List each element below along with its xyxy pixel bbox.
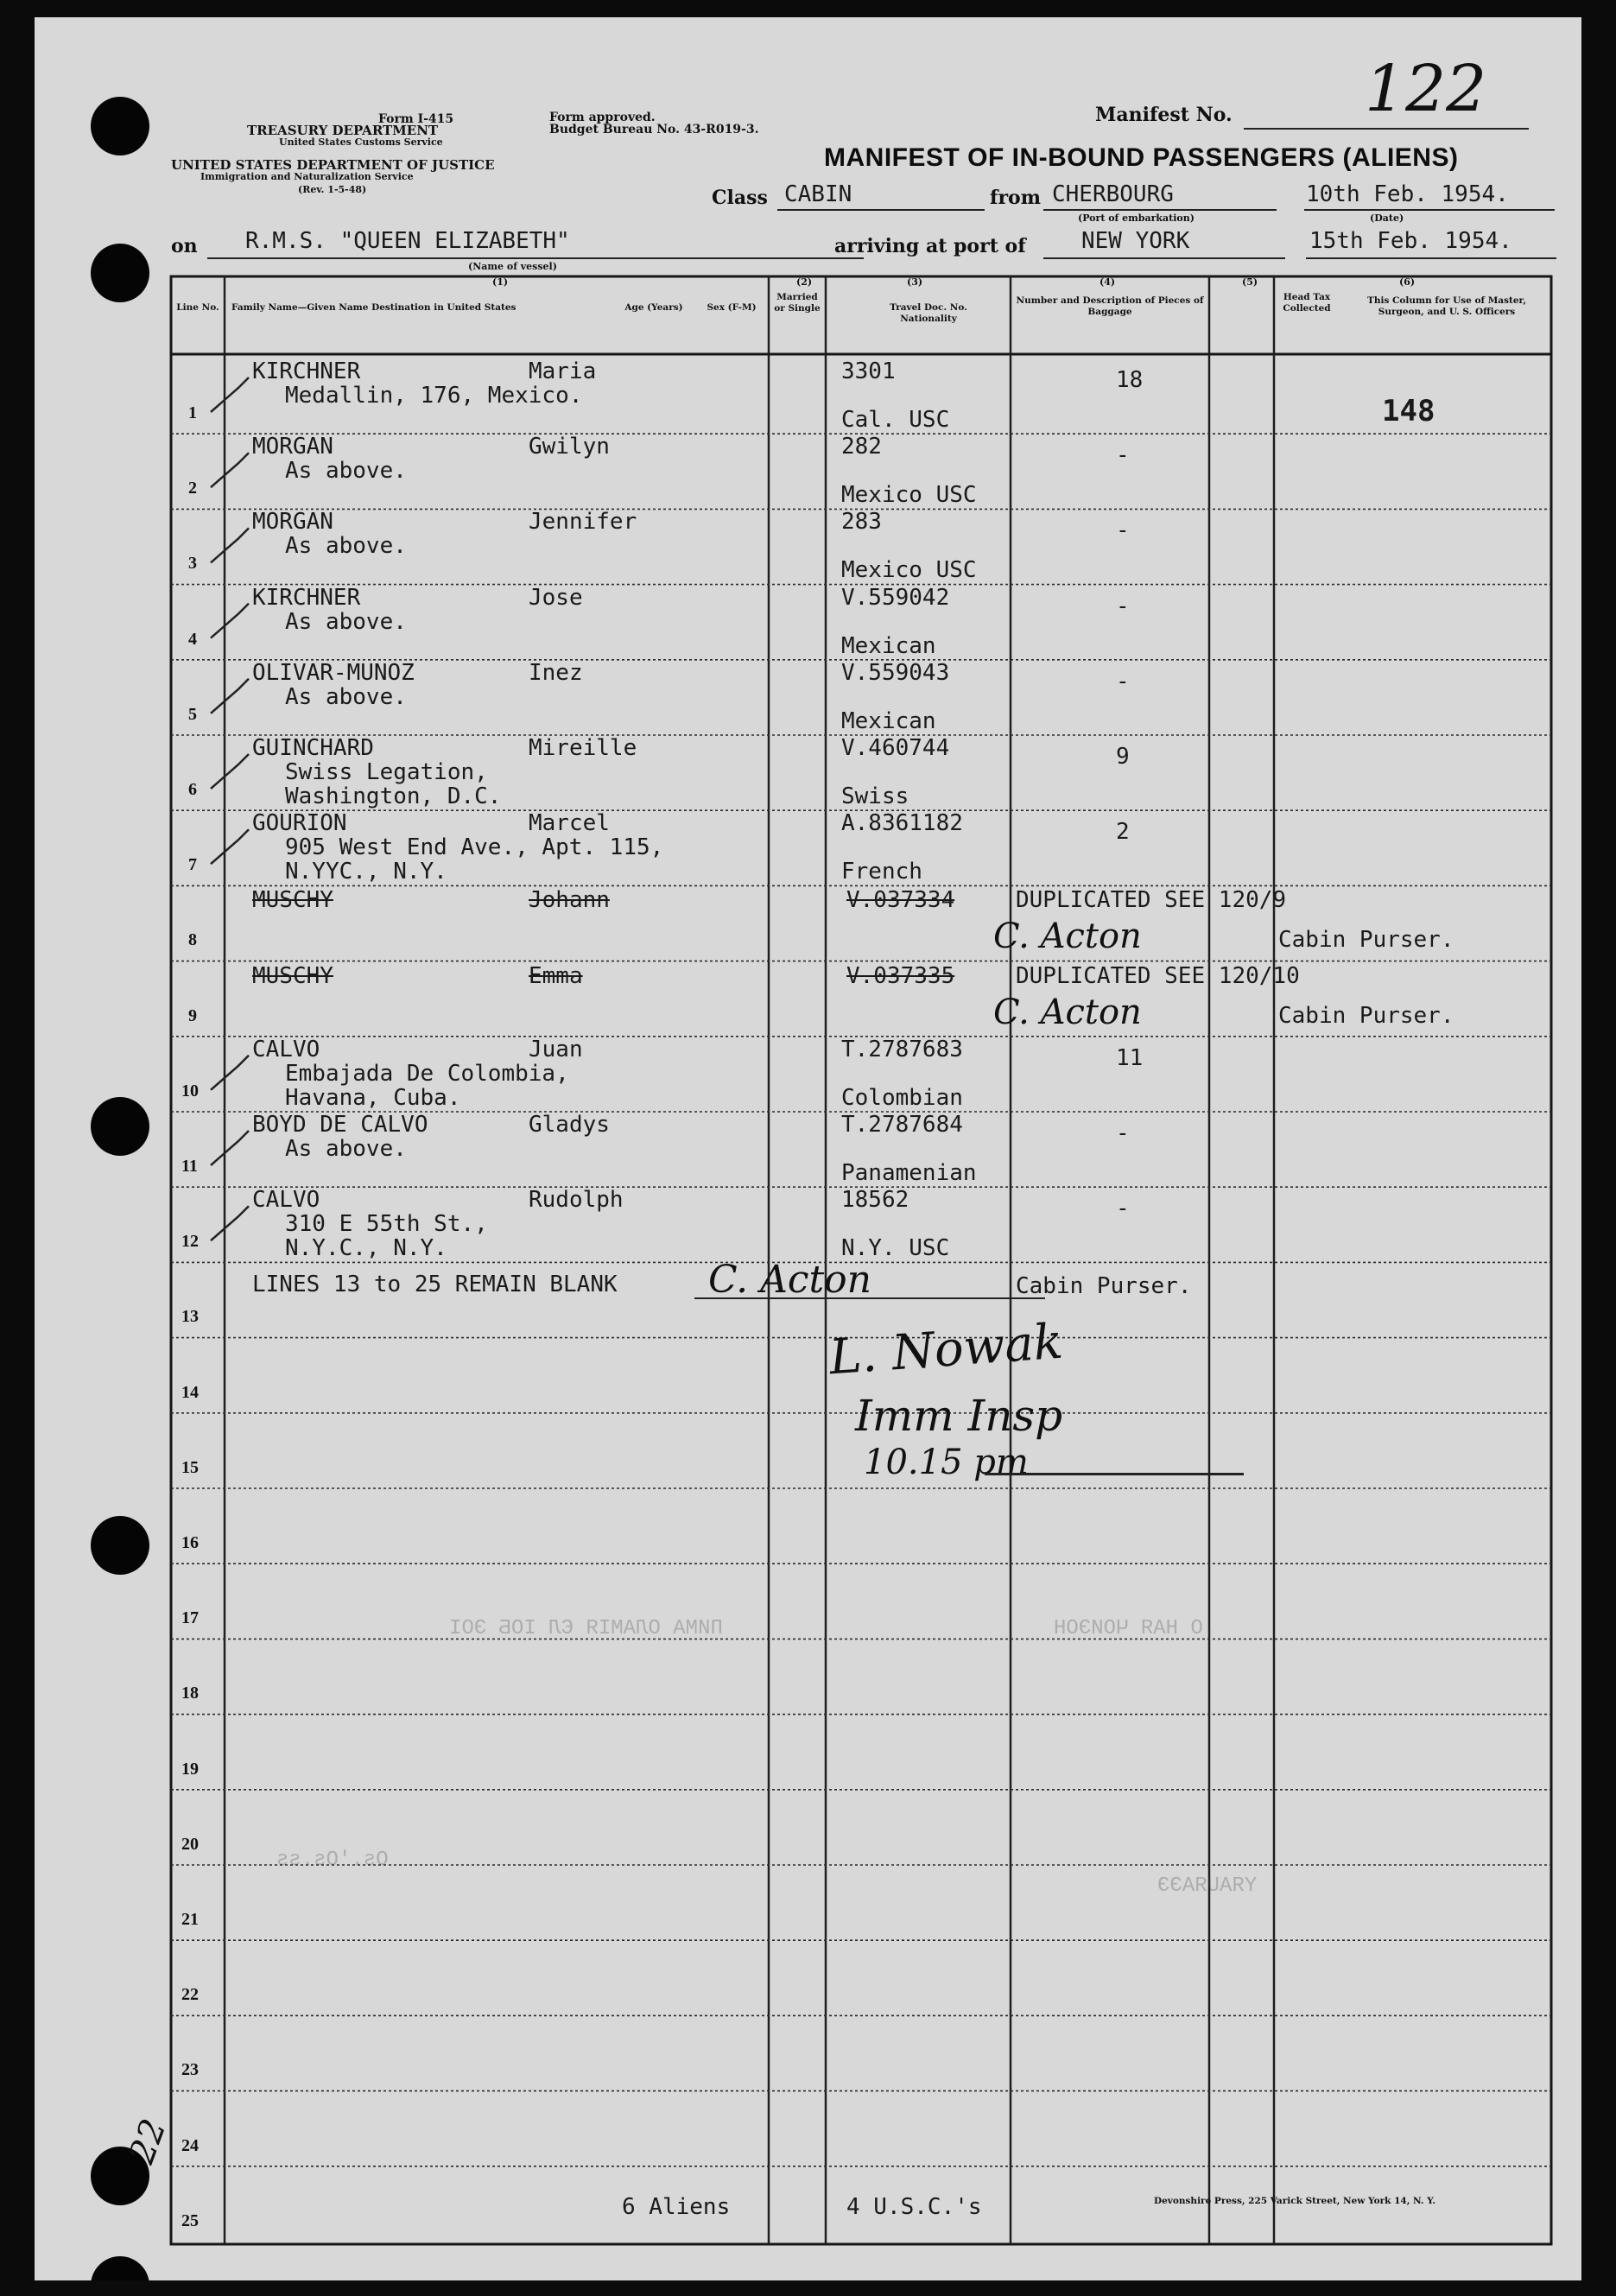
entry-family-name: CALVO [252, 1187, 320, 1214]
entry-family-name: MORGAN [252, 434, 333, 460]
line-number: 11 [181, 1157, 198, 1176]
entry-destination: 905 West End Ave., Apt. 115, [285, 834, 664, 861]
line-number: 9 [188, 1005, 197, 1025]
entry-travel-doc: 18562 [841, 1187, 909, 1214]
entry-nationality: Mexican [841, 707, 936, 734]
ins-service: Immigration and Naturalization Service [200, 171, 414, 182]
entry-destination: As above. [285, 458, 407, 485]
entry-baggage: 2 [1116, 819, 1130, 846]
line-number: 13 [181, 1307, 199, 1327]
entry-travel-doc: A.8361182 [841, 810, 963, 837]
manifest-number: 122 [1365, 52, 1487, 126]
entry-destination: N.Y.C., N.Y. [285, 1235, 447, 1262]
line-number: 4 [188, 629, 197, 649]
entry-nationality: Panamenian [841, 1160, 977, 1186]
entry-destination: As above. [285, 1136, 407, 1162]
line-number: 21 [181, 1910, 199, 1929]
justice-dept: UNITED STATES DEPARTMENT OF JUSTICE [171, 157, 495, 173]
line-number: 14 [181, 1382, 199, 1402]
entry-given-name: Jose [529, 584, 583, 611]
treasury-dept: TREASURY DEPARTMENT [247, 123, 439, 138]
budget-bureau: Budget Bureau No. 43-R019-3. [549, 123, 759, 136]
entry-destination: N.YYC., N.Y. [285, 859, 447, 885]
entry-purser-role: Cabin Purser. [1278, 927, 1454, 954]
col-number-1: (1) [492, 276, 509, 288]
line-number: 17 [181, 1608, 199, 1628]
entry-given-name: Juan [529, 1036, 583, 1062]
form-number: Form I-415 [378, 112, 454, 126]
header-travel-doc: Travel Doc. No. Nationality [890, 302, 967, 324]
entry-nationality: Colombian [841, 1084, 963, 1111]
entry-travel-doc: V.559043 [841, 659, 950, 686]
form-revision: (Rev. 1-5-48) [298, 184, 367, 195]
entry-family-name: MUSCHY [252, 962, 333, 989]
entry-travel-doc: T.2787684 [841, 1112, 963, 1138]
header-sex: Sex (F-M) [707, 302, 757, 313]
entry-nationality: Mexico USC [841, 482, 977, 509]
line-number: 15 [181, 1457, 199, 1477]
inspector-title: Imm Insp [855, 1391, 1063, 1441]
entry-given-name: Jennifer [529, 509, 637, 536]
inspector-signature: L. Nowak [827, 1313, 1065, 1386]
entry-given-name: Marcel [529, 810, 610, 837]
blank-note-role: Cabin Purser. [1016, 1273, 1192, 1299]
entry-family-name: KIRCHNER [252, 584, 361, 611]
line-number: 24 [181, 2135, 199, 2155]
margin-mark: 22 [122, 2114, 174, 2169]
entry-destination: As above. [285, 533, 407, 560]
printer-imprint: Devonshire Press, 225 Varick Street, New York 14, N. Y. [1154, 2196, 1436, 2206]
vessel-name: R.M.S. "QUEEN ELIZABETH" [245, 228, 570, 254]
on-label: on [171, 235, 198, 257]
entry-baggage: 9 [1116, 744, 1130, 770]
entry-travel-doc: 3301 [841, 358, 896, 384]
entry-destination: 310 E 55th St., [285, 1211, 488, 1238]
manifest-no-label: Manifest No. [1095, 104, 1233, 126]
header-baggage: Number and Description of Pieces of Baggage [1016, 295, 1204, 317]
entry-family-name: CALVO [252, 1036, 320, 1062]
arriving-label: arriving at port of [834, 235, 1026, 257]
inspection-time: 10.15 pm [864, 1443, 1029, 1482]
arrival-date: 15th Feb. 1954. [1309, 228, 1512, 254]
entry-baggage: 11 [1116, 1044, 1144, 1071]
line-number: 19 [181, 1759, 199, 1779]
entry-nationality: N.Y. USC [841, 1235, 950, 1262]
header-line-no: Line No. [176, 302, 219, 313]
header-head-tax: Head Tax Collected [1283, 292, 1331, 314]
line-number: 2 [188, 479, 197, 498]
entry-nationality: Swiss [841, 783, 909, 809]
purser-signature: C. Acton [708, 1258, 871, 1302]
blank-lines-note: LINES 13 to 25 REMAIN BLANK [252, 1272, 618, 1297]
entry-given-name: Emma [529, 962, 583, 989]
entry-nationality: Mexican [841, 632, 936, 659]
entry-travel-doc: 283 [841, 509, 882, 536]
manifest-sheet: Form I-415 TREASURY DEPARTMENT United States Customs Service UNITED STATES DEPARTMENT OF JUSTICE Immigration and Naturalization Service (Rev. 1-5-48) Form approved. Budget Bureau No. 43-R019-3. Manifest No. 122 MANIFEST OF IN-BOUND PASSENGERS (ALIENS) Class CABIN from CHERBOURG (Port of embarkation) 10th Feb. 1954. (Date) on R.M.S. "QUEEN ELIZABETH" (Name of vessel) arriving at port of NEW YORK 15th Feb. 1954. (1) (2) (3) (4) (5) (6) Line No. Family Name—Given Name Destination in United States Age (Years) Sex (F-M) Married or Single Travel Doc. No. Nationality Number and Description of Pieces of Baggage Head Tax Collected This Column for Use of Master, Surgeon, and U. S. Officers 1 2 3 4 5 6 7 8 9 10 11 12 13 14 15 16 17 18 19 20 21 22 23 24 25 KIRCHNER Maria Medallin, 176, Mexico. 3301 Cal. USC 18 MORGAN Gwilyn As above. 282 Mexico USC - MORGAN Jennifer As above. 283 Mexico USC - KIRCHNER Jose As above. V.559042 Mexican - OLIVAR-MUNOZ Inez As above. V.559043 Mexican - GUINCHARD Mireille Swiss Legation, Washington, D.C. V.460744 Swiss 9 GOURION Marcel 905 West End Ave., Apt. 115, N.YYC., N.Y. A.8361182 French 2 MUSCHY Johann V.037334 DUPLICATED SEE 120/9 C. Acton Cabin Purser. MUSCHY Emma V.037335 DUPLICATED SEE 120/10 C. Acton Cabin Purser. CALVO Juan Embajada De Colombia, Havana, Cuba. T.2787683 Colombian 11 BOYD DE CALVO Gladys As above. T.2787684 Panamenian - CALVO Rudolph 310 E 55th St., N.Y.C., N.Y. 18562 N.Y. USC - 148 LINES 13 to 25 REMAIN BLANK C. Acton Cabin Purser. L. Nowak Imm Insp 10.15 pm ПИМА ОЛАМІЯ ЄЛ ІОБ ЭОІ .О НАЯ ЧОИЭОН Оѕ.'Оѕ.ѕѕ ҮЯАUЯАЭЭ 6 Aliens 4 U.S.C.'s Devonshire Press, 225 Varick Street, New York 14, N. Y. 22 [35, 17, 1581, 2280]
col-number-3: (3) [907, 276, 923, 288]
line-number: 25 [181, 2210, 199, 2230]
entry-given-name: Maria [529, 358, 597, 384]
entry-given-name: Gladys [529, 1112, 610, 1138]
line-number: 20 [181, 1834, 199, 1854]
form-approved: Form approved. [549, 111, 656, 124]
line-number: 5 [188, 704, 197, 724]
entry-destination: Medallin, 176, Mexico. [285, 383, 583, 409]
col-number-4: (4) [1100, 276, 1116, 288]
line-number: 3 [188, 554, 197, 574]
entry-family-name: MUSCHY [252, 887, 333, 914]
line-number: 8 [188, 930, 197, 950]
total-aliens: 6 Aliens [622, 2194, 731, 2220]
entry-destination: As above. [285, 608, 407, 635]
entry-family-name: GUINCHARD [252, 735, 374, 761]
header-age: Age (Years) [624, 302, 683, 313]
entry-baggage: - [1116, 593, 1130, 619]
col-number-5: (5) [1242, 276, 1258, 288]
entry-family-name: OLIVAR-MUNOZ [252, 659, 415, 686]
customs-service: United States Customs Service [279, 136, 443, 148]
entry-destination: As above. [285, 683, 407, 710]
entry-baggage: - [1116, 517, 1130, 544]
entry-baggage: - [1116, 442, 1130, 469]
manifest-title: MANIFEST OF IN-BOUND PASSENGERS (ALIENS) [824, 143, 1459, 172]
entry-nationality: French [841, 859, 922, 885]
line-number: 6 [188, 780, 197, 799]
entry-travel-doc: V.037335 [846, 962, 955, 989]
entry-destination: Embajada De Colombia, [285, 1060, 569, 1087]
entry-baggage: - [1116, 668, 1130, 695]
entry-destination: Havana, Cuba. [285, 1084, 461, 1111]
line-number: 16 [181, 1533, 199, 1552]
embarkation-port: CHERBOURG [1052, 181, 1174, 207]
entry-family-name: BOYD DE CALVO [252, 1112, 428, 1138]
line-number: 7 [188, 855, 197, 875]
entry-travel-doc: V.559042 [841, 584, 950, 611]
entry-family-name: MORGAN [252, 509, 333, 536]
date-caption: (Date) [1370, 212, 1404, 224]
entry-given-name: Gwilyn [529, 434, 610, 460]
entry-purser-role: Cabin Purser. [1278, 1002, 1454, 1029]
entry-duplicate-note: DUPLICATED SEE 120/9 [1016, 887, 1287, 914]
entry-nationality: Mexico USC [841, 557, 977, 584]
class-label: Class [712, 187, 768, 209]
col-number-2: (2) [796, 276, 813, 288]
header-married: Married or Single [774, 292, 821, 314]
entry-baggage: 18 [1116, 367, 1144, 393]
officer-count: 148 [1382, 394, 1435, 428]
class-value: CABIN [784, 181, 852, 207]
entry-destination: Swiss Legation, [285, 759, 488, 785]
line-number: 1 [188, 403, 197, 422]
line-number: 22 [181, 1985, 199, 2005]
check-marks [35, 17, 1581, 2280]
entry-travel-doc: 282 [841, 434, 882, 460]
entry-given-name: Inez [529, 659, 583, 686]
embarkation-date: 10th Feb. 1954. [1306, 181, 1509, 207]
header-name: Family Name—Given Name Destination in United States [231, 302, 516, 313]
entry-nationality: Cal. USC [841, 407, 950, 433]
from-label: from [990, 187, 1042, 209]
entry-family-name: KIRCHNER [252, 358, 361, 384]
vessel-caption: (Name of vessel) [468, 261, 557, 272]
arrival-port: NEW YORK [1081, 228, 1190, 254]
line-number: 18 [181, 1684, 199, 1703]
entry-destination: Washington, D.C. [285, 783, 502, 809]
line-number: 10 [181, 1081, 199, 1100]
entry-travel-doc: V.460744 [841, 735, 950, 761]
entry-given-name: Rudolph [529, 1187, 624, 1214]
purser-signature: C. Acton [993, 916, 1142, 957]
entry-duplicate-note: DUPLICATED SEE 120/10 [1016, 962, 1300, 989]
entry-travel-doc: T.2787683 [841, 1036, 963, 1062]
total-usc: 4 U.S.C.'s [846, 2194, 982, 2220]
entry-travel-doc: V.037334 [846, 887, 955, 914]
entry-family-name: GOURION [252, 810, 347, 837]
purser-signature: C. Acton [993, 992, 1142, 1032]
line-number: 12 [181, 1232, 199, 1252]
col-number-6: (6) [1399, 276, 1416, 288]
line-number: 23 [181, 2060, 199, 2080]
entry-given-name: Mireille [529, 735, 637, 761]
entry-baggage: - [1116, 1120, 1130, 1146]
entry-given-name: Johann [529, 887, 610, 914]
port-caption: (Port of embarkation) [1078, 212, 1195, 224]
entry-baggage: - [1116, 1196, 1130, 1222]
header-officers: This Column for Use of Master, Surgeon, and U. S. Officers [1367, 295, 1526, 317]
